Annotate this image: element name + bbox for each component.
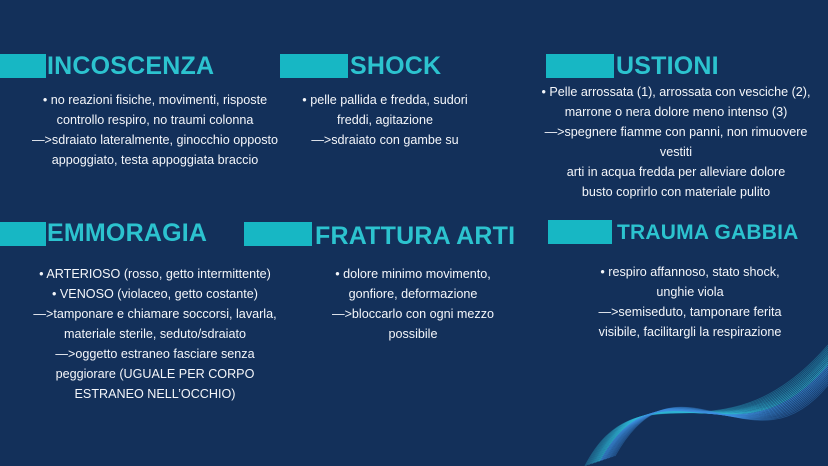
text-line: —>spegnere fiamme con panni, non rimuovere	[544, 125, 808, 139]
heading-trauma-gabbia: TRAUMA GABBIA	[617, 221, 799, 244]
text-line: controllo respiro, no traumi colonna	[56, 113, 254, 127]
text-line: —>oggetto estraneo fasciare senza	[55, 347, 255, 361]
text-ustioni	[526, 82, 826, 202]
text-line: —>bloccarlo con ogni mezzo	[331, 307, 495, 321]
text-line: • Pelle arrossata (1), arrossata con vesciche (2),	[541, 85, 811, 99]
text-line: gonfiore, deformazione	[348, 287, 478, 301]
text-line: vestiti	[659, 145, 693, 159]
wave-line	[591, 353, 828, 464]
text-line: visibile, facilitargli la respirazione	[598, 325, 782, 339]
accent-bar-incoscenza	[0, 54, 46, 78]
accent-bar-trauma-gabbia	[548, 220, 612, 244]
text-line: • no reazioni fisiche, movimenti, risposte	[42, 93, 268, 107]
text-line: —>sdraiato lateralmente, ginocchio opposto	[31, 133, 279, 147]
text-incoscenza	[0, 90, 310, 170]
text-line: possibile	[388, 327, 438, 341]
text-line: materiale sterile, seduto/sdraiato	[63, 327, 246, 341]
accent-bar-shock	[280, 54, 348, 78]
text-line: appoggiato, testa appoggiata braccio	[51, 153, 259, 167]
wave-line	[585, 345, 828, 466]
text-line: —>tamponare e chiamare soccorsi, lavarla,	[33, 307, 277, 321]
text-frattura-arti	[318, 264, 508, 344]
wave-line	[594, 356, 828, 463]
wave-line	[588, 349, 828, 465]
text-line: unghie viola	[656, 285, 724, 299]
text-shock	[290, 90, 480, 150]
heading-ustioni: USTIONI	[616, 52, 719, 80]
text-line: peggiorare (UGUALE PER CORPO	[55, 367, 255, 381]
text-line: • respiro affannoso, stato shock,	[600, 265, 780, 279]
heading-frattura-arti: FRATTURA ARTI	[315, 222, 516, 250]
text-line: —>sdraiato con gambe su	[311, 133, 459, 147]
text-line: freddi, agitazione	[337, 113, 433, 127]
text-line: • dolore minimo movimento,	[335, 267, 491, 281]
text-trauma-gabbia	[575, 262, 805, 342]
accent-bar-ustioni	[546, 54, 614, 78]
text-line: • pelle pallida e fredda, sudori	[302, 93, 468, 107]
heading-incoscenza: INCOSCENZA	[47, 52, 215, 80]
accent-bar-emmoragia	[0, 222, 46, 246]
text-line: arti in acqua fredda per alleviare dolore	[566, 165, 786, 179]
text-line: busto coprirlo con materiale pulito	[581, 185, 771, 199]
text-line: • ARTERIOSO (rosso, getto intermittente)	[39, 267, 271, 281]
heading-shock: SHOCK	[350, 52, 442, 80]
accent-bar-frattura-arti	[244, 222, 312, 246]
heading-emmoragia: EMMORAGIA	[47, 219, 208, 247]
text-emmoragia	[0, 264, 310, 404]
text-line: —>semiseduto, tamponare ferita	[598, 305, 782, 319]
text-line: ESTRANEO NELL’OCCHIO)	[74, 387, 236, 401]
text-line: • VENOSO (violaceo, getto costante)	[51, 287, 258, 301]
text-line: marrone o nera dolore meno intenso (3)	[564, 105, 788, 119]
